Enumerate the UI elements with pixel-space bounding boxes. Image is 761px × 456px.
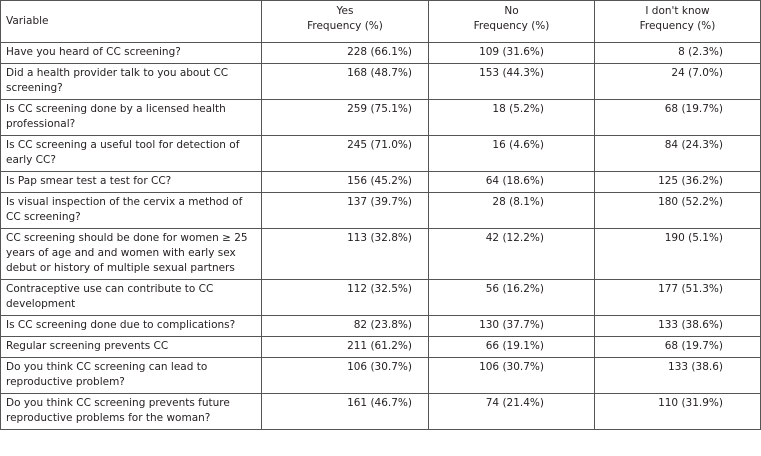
table-row [1,193,761,229]
no-cell: 64 (18.6%) [429,172,595,193]
yes-cell: 168 (48.7%) [262,64,429,100]
header-variable: Variable [1,1,262,43]
no-cell: 56 (16.2%) [429,280,595,316]
yes-cell: 106 (30.7%) [262,358,429,394]
question-cell: Is CC screening a useful tool for detection of early CC? [1,136,262,172]
dont-know-cell: 190 (5.1%) [595,229,761,280]
no-cell: 106 (30.7%) [429,358,595,394]
table-row [1,316,761,337]
dont-know-cell: 8 (2.3%) [595,43,761,64]
dont-know-cell: 125 (36.2%) [595,172,761,193]
dont-know-cell: 133 (38.6%) [595,316,761,337]
question-cell: Is CC screening done due to complications? [1,316,262,337]
header-no-subtitle: Frequency (%) [473,20,550,32]
header-yes-title: Yes [336,5,354,17]
table-row [1,337,761,358]
question-cell: Is Pap smear test a test for CC? [1,172,262,193]
table-row [1,64,761,100]
header-dont-know-subtitle: Frequency (%) [639,20,716,32]
dont-know-cell: 110 (31.9%) [595,394,761,430]
question-cell: Did a health provider talk to you about CC screening? [1,64,262,100]
header-dont-know [595,1,761,43]
yes-cell: 156 (45.2%) [262,172,429,193]
yes-cell: 211 (61.2%) [262,337,429,358]
header-yes-subtitle: Frequency (%) [307,20,383,32]
yes-cell: 113 (32.8%) [262,229,429,280]
header-row [1,1,761,43]
dont-know-cell: 84 (24.3%) [595,136,761,172]
table-row [1,280,761,316]
yes-cell: 112 (32.5%) [262,280,429,316]
no-cell: 16 (4.6%) [429,136,595,172]
yes-cell: 137 (39.7%) [262,193,429,229]
table-row [1,100,761,136]
no-cell: 28 (8.1%) [429,193,595,229]
dont-know-cell: 177 (51.3%) [595,280,761,316]
dont-know-cell: 68 (19.7%) [595,337,761,358]
no-cell: 153 (44.3%) [429,64,595,100]
dont-know-cell: 24 (7.0%) [595,64,761,100]
no-cell: 74 (21.4%) [429,394,595,430]
question-cell: Do you think CC screening can lead to reproductive problem? [1,358,262,394]
dont-know-cell: 68 (19.7%) [595,100,761,136]
question-cell: Do you think CC screening prevents future reproductive problems for the woman? [1,394,262,430]
table-row [1,172,761,193]
table-row [1,229,761,280]
yes-cell: 245 (71.0%) [262,136,429,172]
question-cell: Is CC screening done by a licensed health professional? [1,100,262,136]
dont-know-cell: 180 (52.2%) [595,193,761,229]
header-no-title: No [504,5,519,17]
header-yes [262,1,429,43]
no-cell: 18 (5.2%) [429,100,595,136]
table-row [1,136,761,172]
yes-cell: 82 (23.8%) [262,316,429,337]
header-dont-know-title: I don't know [645,5,710,17]
question-cell: Have you heard of CC screening? [1,43,262,64]
no-cell: 109 (31.6%) [429,43,595,64]
question-cell: Is visual inspection of the cervix a method of CC screening? [1,193,262,229]
header-no [429,1,595,43]
yes-cell: 161 (46.7%) [262,394,429,430]
question-cell: CC screening should be done for women ≥ 25 years of age and and women with early sex debut or history of multiple sexual partners [1,229,262,280]
no-cell: 66 (19.1%) [429,337,595,358]
no-cell: 42 (12.2%) [429,229,595,280]
yes-cell: 259 (75.1%) [262,100,429,136]
dont-know-cell: 133 (38.6) [595,358,761,394]
yes-cell: 228 (66.1%) [262,43,429,64]
question-cell: Regular screening prevents CC [1,337,262,358]
table-row [1,43,761,64]
table-row [1,358,761,394]
question-cell: Contraceptive use can contribute to CC development [1,280,262,316]
no-cell: 130 (37.7%) [429,316,595,337]
table-row [1,394,761,430]
